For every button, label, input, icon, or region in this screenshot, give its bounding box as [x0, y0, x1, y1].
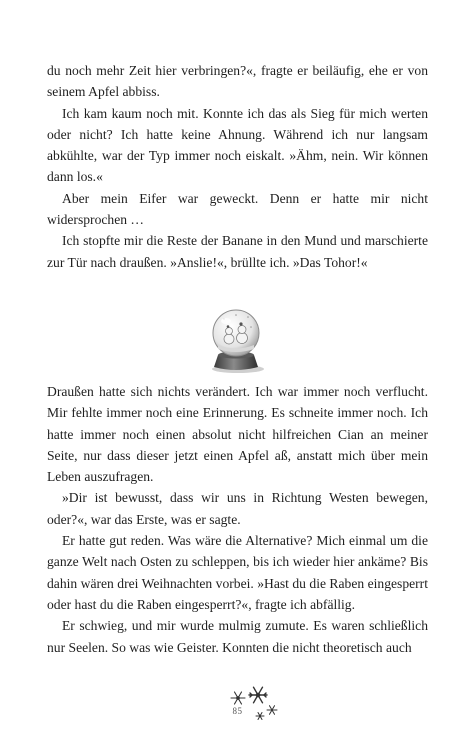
paragraph: Draußen hatte sich nichts verändert. Ich war immer noch verflucht. Mir fehlte immer noch eine Erinnerung. Es schneite immer noch. Ich hatte immer noch einen absolut nicht hilfreichen Cian an meiner Seite, nur dass dieser jetzt einen Apfel aß, anstatt mich über mein Leben auszufragen.	[47, 384, 428, 485]
text-block-top	[47, 60, 428, 273]
paragraph: Er schwieg, und mir wurde mulmig zumute. Es waren schließlich nur Seelen. So was wie Geister. Konnten die nicht theoretisch auch	[47, 618, 428, 655]
paragraph: Er hatte gut reden. Was wäre die Alternative? Mich einmal um die ganze Welt nach Osten zu schleppen, bis ich wieder hier ankäme? Bis dahin wären drei Weihnachten vorbei. »Hast du die Raben eingesperrt oder hast du die Raben eingesperrt?«, fragte ich abfällig.	[47, 533, 428, 612]
paragraph: Aber mein Eifer war geweckt. Denn er hatte mir nicht widersprochen …	[47, 190, 428, 228]
paragraph: Ich kam kaum noch mit. Konnte ich das als Sieg für mich werten oder nicht? Ich hatte keine Ahnung. Während ich nur langsam abkühlte, war der Typ immer noch eiskalt. »Ähm, nein. Wir können dann los.«	[47, 105, 428, 185]
page-number: 85	[232, 706, 243, 716]
paragraph: Ich stopfte mir die Reste der Banane in den Mund und marschierte zur Tür nach draußen. »Anslie!«, brüllte ich. »Das Tohor!«	[47, 233, 428, 270]
text-block-bottom	[47, 381, 428, 658]
snow-globe-icon	[196, 305, 276, 375]
paragraph: »Dir ist bewusst, dass wir uns in Richtung Westen bewegen, oder?«, war das Erste, was er sagte.	[47, 490, 428, 527]
page-footer	[0, 686, 475, 731]
paragraph: du noch mehr Zeit hier verbringen?«, fragte er beiläufig, ehe er von seinem Apfel abbiss.	[47, 63, 428, 100]
